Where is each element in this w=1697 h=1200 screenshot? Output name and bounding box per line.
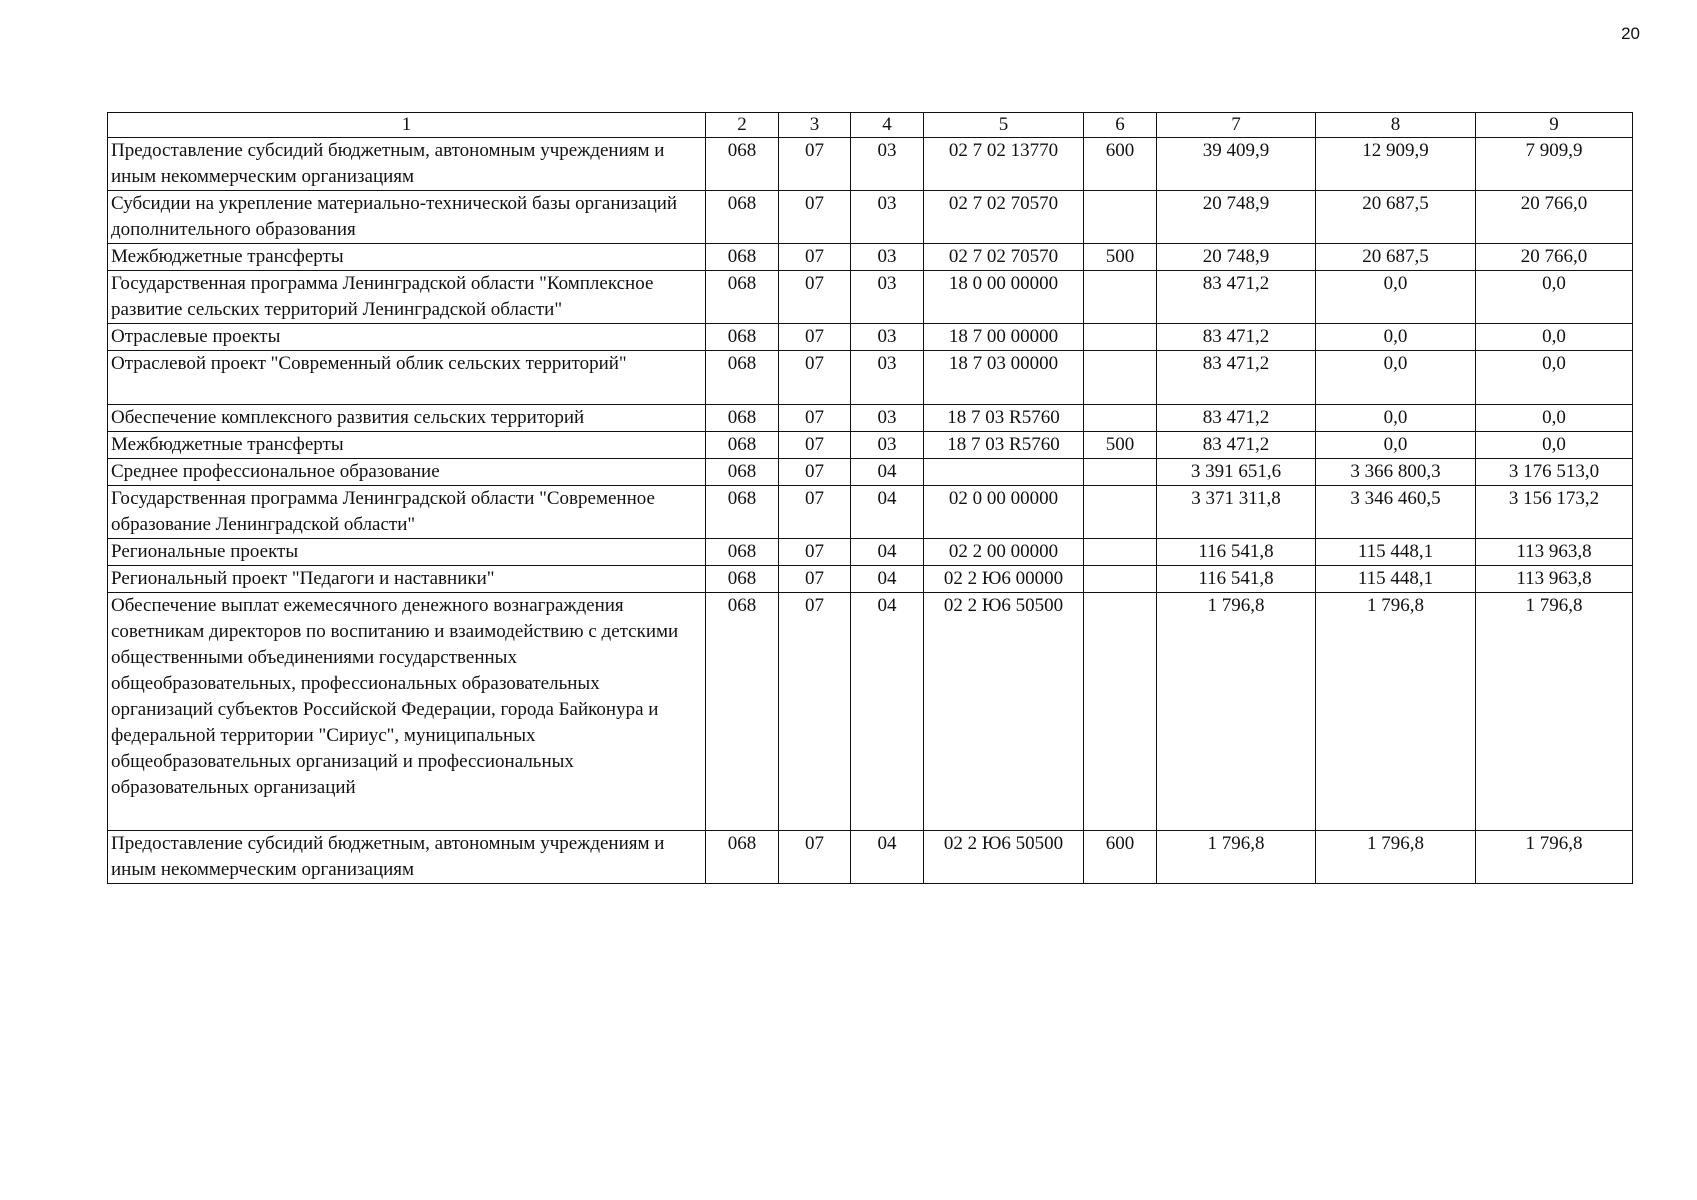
row-col-6: 600 <box>1084 138 1157 191</box>
header-col-7: 7 <box>1157 113 1316 138</box>
row-col-9: 3 156 173,2 <box>1476 486 1633 539</box>
row-col-7: 39 409,9 <box>1157 138 1316 191</box>
row-col-9: 113 963,8 <box>1476 566 1633 593</box>
row-col-5: 18 7 03 R5760 <box>924 432 1084 459</box>
row-col-2: 068 <box>706 244 779 271</box>
row-name: Государственная программа Ленинградской области "Современное образование Ленинградской области" <box>108 486 706 539</box>
row-col-3: 07 <box>779 486 851 539</box>
row-col-5: 18 7 03 R5760 <box>924 405 1084 432</box>
row-col-4: 04 <box>851 566 924 593</box>
table-body <box>108 138 1633 884</box>
table-row <box>108 324 1633 351</box>
row-col-8: 0,0 <box>1316 432 1476 459</box>
row-name: Субсидии на укрепление материально-технической базы организаций дополнительного образования <box>108 191 706 244</box>
table-row <box>108 405 1633 432</box>
row-col-7: 83 471,2 <box>1157 432 1316 459</box>
row-col-9: 3 176 513,0 <box>1476 459 1633 486</box>
row-col-5: 02 0 00 00000 <box>924 486 1084 539</box>
row-col-3: 07 <box>779 405 851 432</box>
row-col-8: 12 909,9 <box>1316 138 1476 191</box>
row-col-2: 068 <box>706 324 779 351</box>
row-name: Обеспечение комплексного развития сельских территорий <box>108 405 706 432</box>
row-col-6 <box>1084 486 1157 539</box>
row-col-4: 04 <box>851 593 924 831</box>
row-col-3: 07 <box>779 459 851 486</box>
row-col-8: 3 366 800,3 <box>1316 459 1476 486</box>
row-col-6 <box>1084 351 1157 405</box>
row-col-2: 068 <box>706 539 779 566</box>
row-col-4: 03 <box>851 271 924 324</box>
row-col-4: 04 <box>851 831 924 884</box>
row-name: Предоставление субсидий бюджетным, автономным учреждениям и иным некоммерческим организациям <box>108 831 706 884</box>
header-col-1: 1 <box>108 113 706 138</box>
row-col-3: 07 <box>779 593 851 831</box>
row-col-4: 03 <box>851 191 924 244</box>
row-name: Государственная программа Ленинградской области "Комплексное развитие сельских территорий Ленинградской области" <box>108 271 706 324</box>
row-col-9: 0,0 <box>1476 432 1633 459</box>
row-col-9: 113 963,8 <box>1476 539 1633 566</box>
row-col-4: 03 <box>851 244 924 271</box>
row-col-2: 068 <box>706 566 779 593</box>
table-row <box>108 831 1633 884</box>
row-col-6 <box>1084 271 1157 324</box>
row-col-7: 116 541,8 <box>1157 566 1316 593</box>
header-col-2: 2 <box>706 113 779 138</box>
row-col-7: 20 748,9 <box>1157 191 1316 244</box>
row-col-4: 04 <box>851 459 924 486</box>
row-name: Межбюджетные трансферты <box>108 432 706 459</box>
row-name: Предоставление субсидий бюджетным, автономным учреждениям и иным некоммерческим организациям <box>108 138 706 191</box>
header-col-3: 3 <box>779 113 851 138</box>
row-col-9: 20 766,0 <box>1476 191 1633 244</box>
row-col-6 <box>1084 566 1157 593</box>
row-col-5: 18 7 03 00000 <box>924 351 1084 405</box>
row-col-5: 02 2 00 00000 <box>924 539 1084 566</box>
row-col-8: 115 448,1 <box>1316 566 1476 593</box>
row-col-9: 0,0 <box>1476 271 1633 324</box>
row-col-3: 07 <box>779 244 851 271</box>
row-name: Межбюджетные трансферты <box>108 244 706 271</box>
row-col-8: 0,0 <box>1316 405 1476 432</box>
table-row <box>108 539 1633 566</box>
row-col-6 <box>1084 539 1157 566</box>
row-col-3: 07 <box>779 138 851 191</box>
row-col-2: 068 <box>706 271 779 324</box>
row-col-6 <box>1084 191 1157 244</box>
row-col-9: 0,0 <box>1476 351 1633 405</box>
row-col-6: 500 <box>1084 432 1157 459</box>
row-col-2: 068 <box>706 351 779 405</box>
row-col-5: 02 2 Ю6 00000 <box>924 566 1084 593</box>
row-col-5: 02 7 02 70570 <box>924 191 1084 244</box>
table-row <box>108 351 1633 405</box>
row-col-4: 03 <box>851 351 924 405</box>
row-col-2: 068 <box>706 831 779 884</box>
row-col-3: 07 <box>779 566 851 593</box>
header-col-6: 6 <box>1084 113 1157 138</box>
row-col-7: 83 471,2 <box>1157 351 1316 405</box>
row-col-2: 068 <box>706 486 779 539</box>
header-col-9: 9 <box>1476 113 1633 138</box>
row-col-6: 600 <box>1084 831 1157 884</box>
table-row <box>108 138 1633 191</box>
row-col-4: 03 <box>851 405 924 432</box>
header-row <box>108 113 1633 138</box>
row-col-8: 0,0 <box>1316 351 1476 405</box>
row-col-8: 1 796,8 <box>1316 593 1476 831</box>
row-col-8: 0,0 <box>1316 324 1476 351</box>
row-col-3: 07 <box>779 191 851 244</box>
row-col-3: 07 <box>779 432 851 459</box>
row-col-4: 03 <box>851 324 924 351</box>
row-col-8: 0,0 <box>1316 271 1476 324</box>
row-col-5: 02 7 02 70570 <box>924 244 1084 271</box>
row-col-7: 83 471,2 <box>1157 271 1316 324</box>
row-col-9: 0,0 <box>1476 324 1633 351</box>
row-col-4: 04 <box>851 539 924 566</box>
row-col-5 <box>924 459 1084 486</box>
row-col-9: 1 796,8 <box>1476 593 1633 831</box>
row-col-4: 04 <box>851 486 924 539</box>
header-col-8: 8 <box>1316 113 1476 138</box>
row-col-3: 07 <box>779 271 851 324</box>
row-col-6 <box>1084 459 1157 486</box>
header-col-4: 4 <box>851 113 924 138</box>
table-row <box>108 244 1633 271</box>
table-row <box>108 191 1633 244</box>
row-col-9: 0,0 <box>1476 405 1633 432</box>
row-col-3: 07 <box>779 351 851 405</box>
row-col-3: 07 <box>779 831 851 884</box>
row-col-5: 02 2 Ю6 50500 <box>924 831 1084 884</box>
row-col-2: 068 <box>706 138 779 191</box>
row-col-7: 116 541,8 <box>1157 539 1316 566</box>
row-col-5: 02 7 02 13770 <box>924 138 1084 191</box>
row-name: Региональный проект "Педагоги и наставники" <box>108 566 706 593</box>
row-col-7: 3 371 311,8 <box>1157 486 1316 539</box>
row-col-3: 07 <box>779 539 851 566</box>
row-col-4: 03 <box>851 138 924 191</box>
row-col-7: 20 748,9 <box>1157 244 1316 271</box>
row-col-6 <box>1084 405 1157 432</box>
row-col-9: 1 796,8 <box>1476 831 1633 884</box>
row-name: Отраслевые проекты <box>108 324 706 351</box>
row-name: Среднее профессиональное образование <box>108 459 706 486</box>
row-col-7: 83 471,2 <box>1157 405 1316 432</box>
budget-table <box>107 112 1633 884</box>
row-col-9: 20 766,0 <box>1476 244 1633 271</box>
row-col-2: 068 <box>706 459 779 486</box>
row-col-7: 3 391 651,6 <box>1157 459 1316 486</box>
table-row <box>108 459 1633 486</box>
row-col-7: 83 471,2 <box>1157 324 1316 351</box>
row-col-6 <box>1084 593 1157 831</box>
table-row <box>108 566 1633 593</box>
row-col-5: 18 7 00 00000 <box>924 324 1084 351</box>
row-col-7: 1 796,8 <box>1157 831 1316 884</box>
row-col-8: 1 796,8 <box>1316 831 1476 884</box>
row-name: Региональные проекты <box>108 539 706 566</box>
table-row <box>108 593 1633 831</box>
row-col-6 <box>1084 324 1157 351</box>
row-col-8: 115 448,1 <box>1316 539 1476 566</box>
row-name: Отраслевой проект "Современный облик сельских территорий" <box>108 351 706 405</box>
row-col-8: 20 687,5 <box>1316 191 1476 244</box>
row-col-7: 1 796,8 <box>1157 593 1316 831</box>
header-col-5: 5 <box>924 113 1084 138</box>
table-row <box>108 486 1633 539</box>
row-col-8: 20 687,5 <box>1316 244 1476 271</box>
row-col-8: 3 346 460,5 <box>1316 486 1476 539</box>
row-col-2: 068 <box>706 191 779 244</box>
row-col-6: 500 <box>1084 244 1157 271</box>
page-number: 20 <box>1621 24 1640 43</box>
row-col-3: 07 <box>779 324 851 351</box>
row-col-9: 7 909,9 <box>1476 138 1633 191</box>
table-row <box>108 271 1633 324</box>
row-col-5: 18 0 00 00000 <box>924 271 1084 324</box>
row-col-4: 03 <box>851 432 924 459</box>
row-name: Обеспечение выплат ежемесячного денежного вознаграждения советникам директоров по воспитанию и взаимодействию с детскими общественными объединениями государственных общеобразовательных, профессиональных образовательных организаций субъектов Российской Федерации, города Байконура и федеральной территории "Сириус", муниципальных общеобразовательных организаций и профессиональных образовательных организаций <box>108 593 706 831</box>
row-col-5: 02 2 Ю6 50500 <box>924 593 1084 831</box>
row-col-2: 068 <box>706 593 779 831</box>
table-row <box>108 432 1633 459</box>
row-col-2: 068 <box>706 432 779 459</box>
row-col-2: 068 <box>706 405 779 432</box>
